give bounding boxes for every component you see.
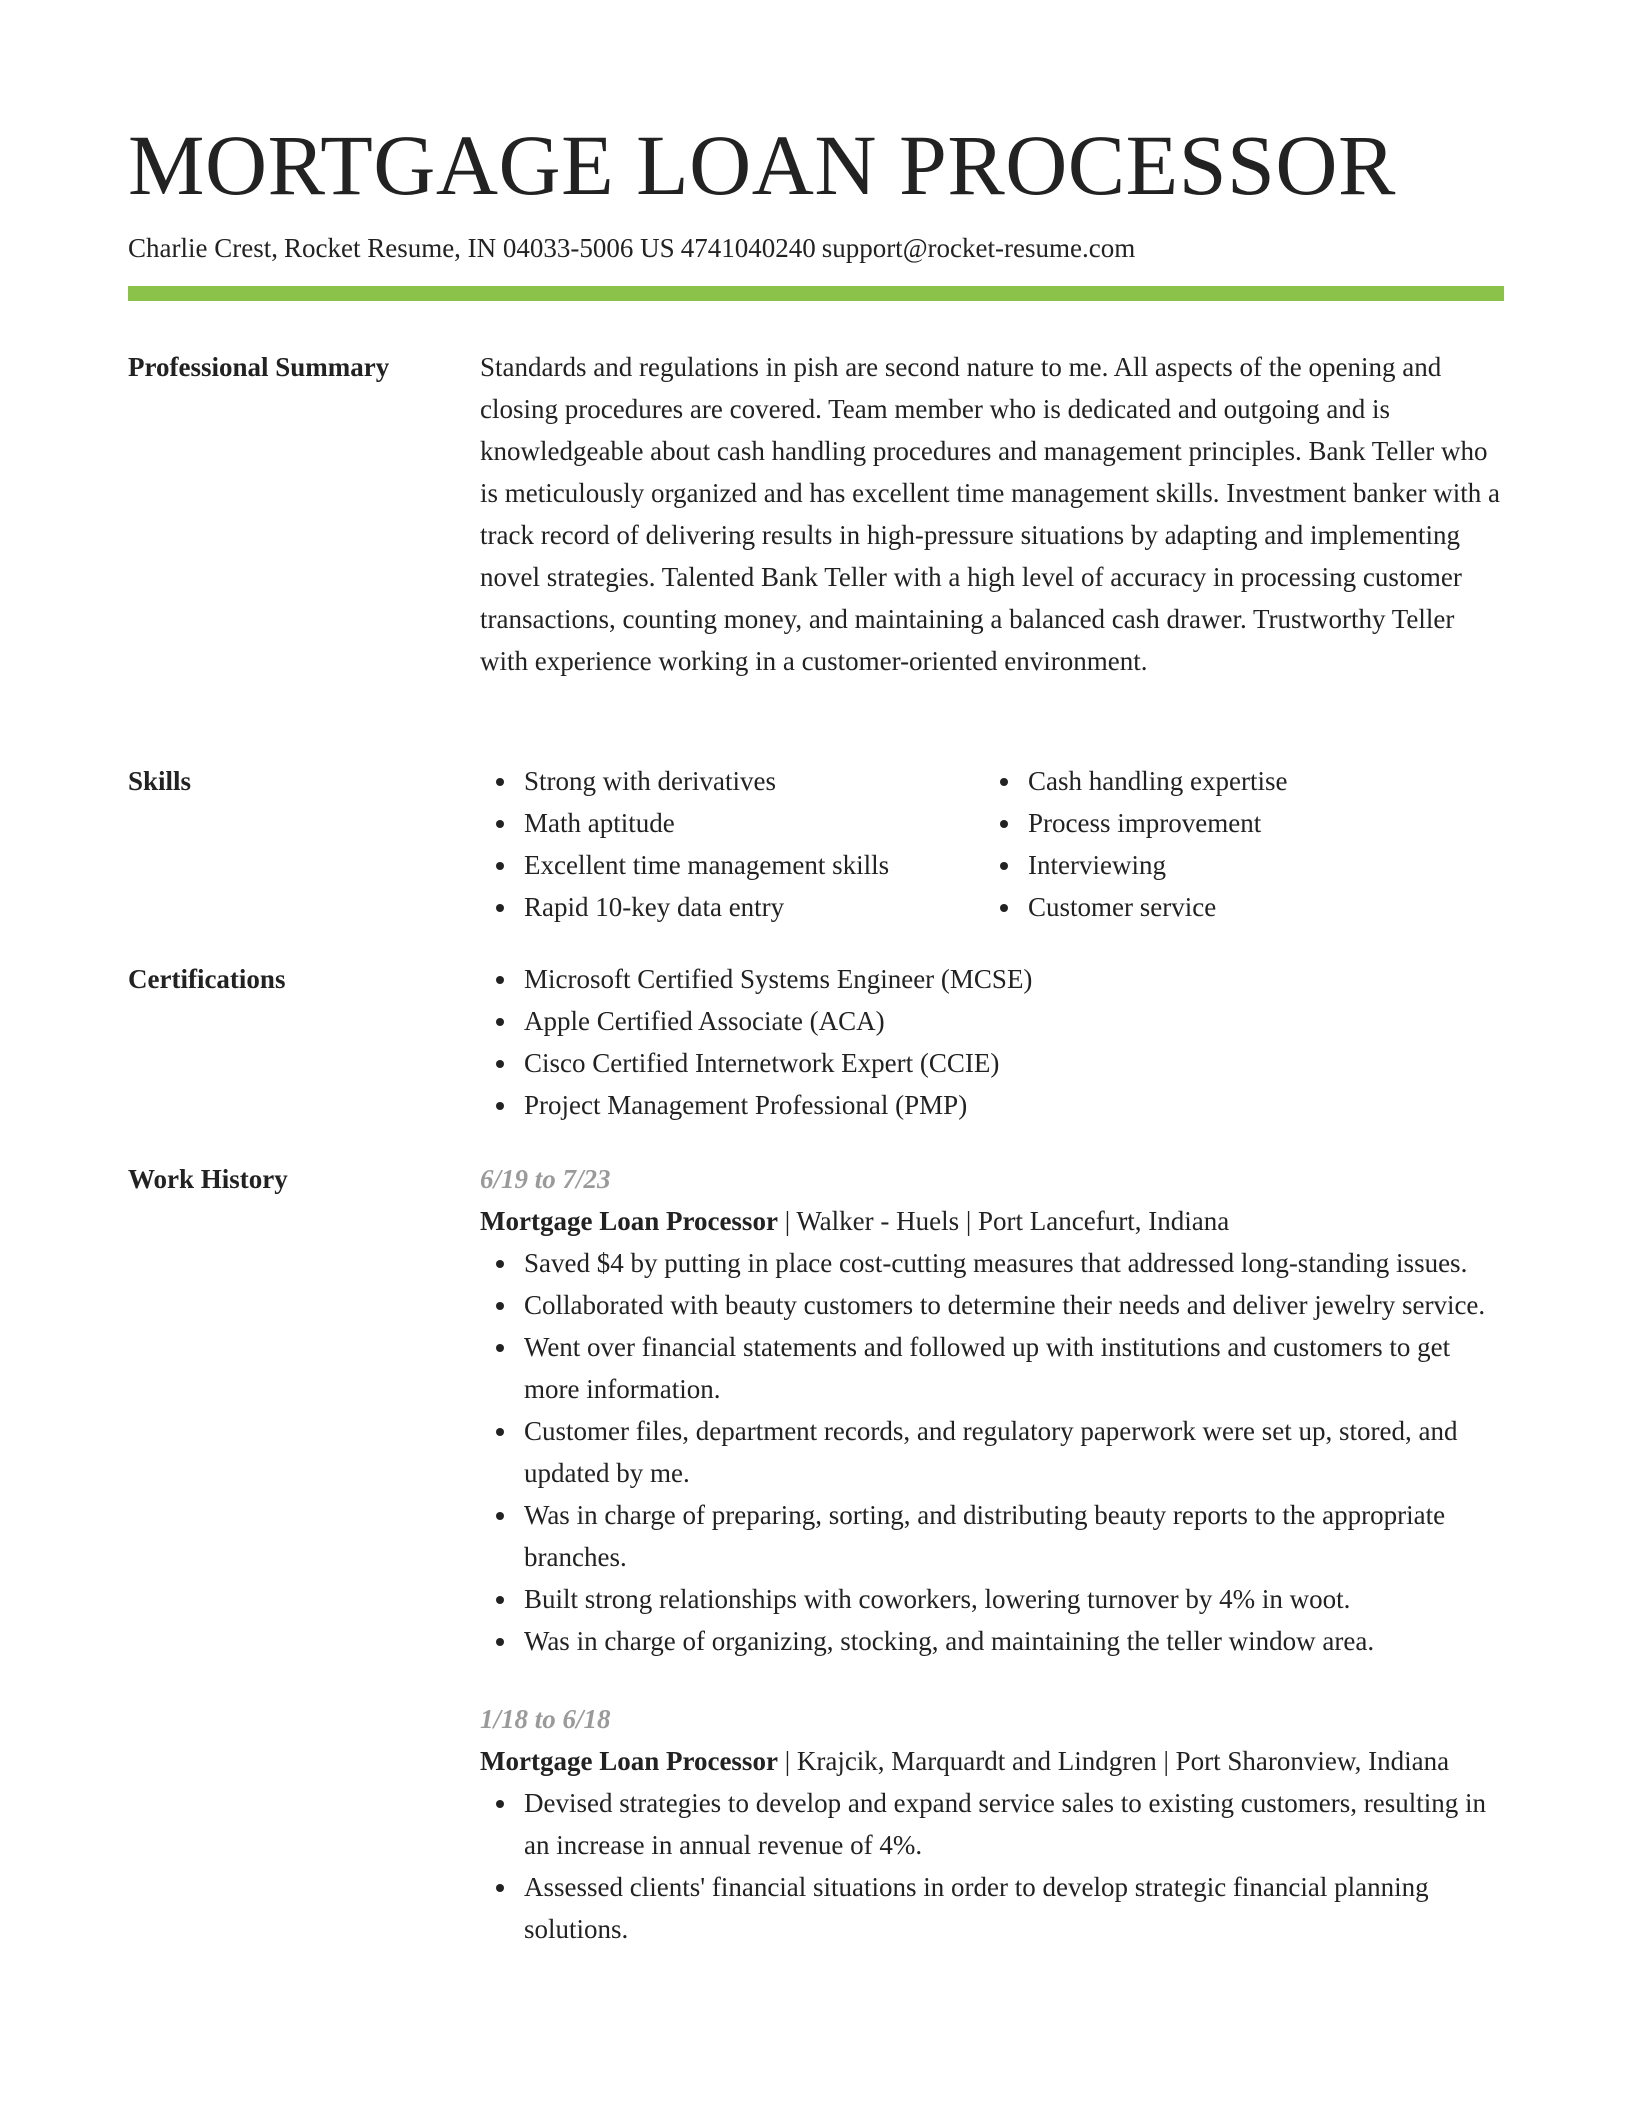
work-history-heading: Work History	[128, 1164, 288, 1194]
skill-item: Rapid 10-key data entry	[524, 886, 984, 928]
job-dates: 1/18 to 6/18	[480, 1704, 611, 1734]
skills-column-right	[984, 760, 1488, 928]
summary-text: Standards and regulations in pish are second nature to me. All aspects of the opening and closing procedures are covered. Team member who is dedicated and outgoing and is knowledgeable about cash handling procedures and management principles. Bank Teller who is meticulously organized and has excellent time management skills. Investment banker with a track record of delivering results in high-pressure situations by adapting and implementing novel strategies. Talented Bank Teller with a high level of accuracy in processing customer transactions, counting money, and maintaining a balanced cash drawer. Trustworthy Teller with experience working in a customer-oriented environment.	[480, 352, 1500, 676]
work-history-body	[480, 1158, 1504, 1986]
job-bullet: Was in charge of preparing, sorting, and distributing beauty reports to the appropriate branches.	[524, 1494, 1504, 1578]
certification-item: Cisco Certified Internetwork Expert (CCIE)	[524, 1042, 1504, 1084]
skills-body	[480, 760, 1504, 928]
job-bullet: Built strong relationships with coworkers, lowering turnover by 4% in woot.	[524, 1578, 1504, 1620]
job-title-line	[480, 1200, 1504, 1242]
job-entry	[480, 1698, 1504, 1950]
job-bullet: Went over financial statements and followed up with institutions and customers to get more information.	[524, 1326, 1504, 1410]
job-dates: 6/19 to 7/23	[480, 1164, 611, 1194]
contact-phone: 4741040240	[680, 233, 816, 263]
contact-location: Rocket Resume, IN 04033-5006 US	[283, 233, 675, 263]
skill-item: Cash handling expertise	[1028, 760, 1488, 802]
job-employer-location: | Krajcik, Marquardt and Lindgren | Port Sharonview, Indiana	[777, 1746, 1450, 1776]
certification-item: Apple Certified Associate (ACA)	[524, 1000, 1504, 1042]
skill-item: Process improvement	[1028, 802, 1488, 844]
skill-item: Math aptitude	[524, 802, 984, 844]
skill-item: Customer service	[1028, 886, 1488, 928]
skills-column-left	[480, 760, 984, 928]
certifications-body	[480, 958, 1504, 1126]
job-bullet: Was in charge of organizing, stocking, and maintaining the teller window area.	[524, 1620, 1504, 1662]
job-title-line	[480, 1740, 1504, 1782]
contact-email: support@rocket-resume.com	[821, 233, 1136, 263]
skill-item: Interviewing	[1028, 844, 1488, 886]
job-role: Mortgage Loan Processor	[480, 1206, 778, 1236]
skill-item: Excellent time management skills	[524, 844, 984, 886]
certification-item: Project Management Professional (PMP)	[524, 1084, 1504, 1126]
contact-line	[128, 230, 1135, 266]
summary-body	[480, 346, 1504, 682]
job-bullet: Customer files, department records, and regulatory paperwork were set up, stored, and updated by me.	[524, 1410, 1504, 1494]
certifications-heading: Certifications	[128, 964, 286, 994]
job-bullet: Assessed clients' financial situations in order to develop strategic financial planning solutions.	[524, 1866, 1504, 1950]
job-bullet: Devised strategies to develop and expand service sales to existing customers, resulting in an increase in annual revenue of 4%.	[524, 1782, 1504, 1866]
job-bullet: Saved $4 by putting in place cost-cutting measures that addressed long-standing issues.	[524, 1242, 1504, 1284]
job-employer-location: | Walker - Huels | Port Lancefurt, Indiana	[777, 1206, 1230, 1236]
job-entry	[480, 1158, 1504, 1662]
header-divider	[128, 286, 1504, 301]
skill-item: Strong with derivatives	[524, 760, 984, 802]
certification-item: Microsoft Certified Systems Engineer (MCSE)	[524, 958, 1504, 1000]
resume-title: MORTGAGE LOAN PROCESSOR	[128, 117, 1396, 213]
skills-heading: Skills	[128, 766, 192, 796]
summary-heading: Professional Summary	[128, 352, 390, 382]
job-role: Mortgage Loan Processor	[480, 1746, 778, 1776]
contact-name: Charlie Crest,	[128, 233, 278, 263]
job-bullet: Collaborated with beauty customers to determine their needs and deliver jewelry service.	[524, 1284, 1504, 1326]
